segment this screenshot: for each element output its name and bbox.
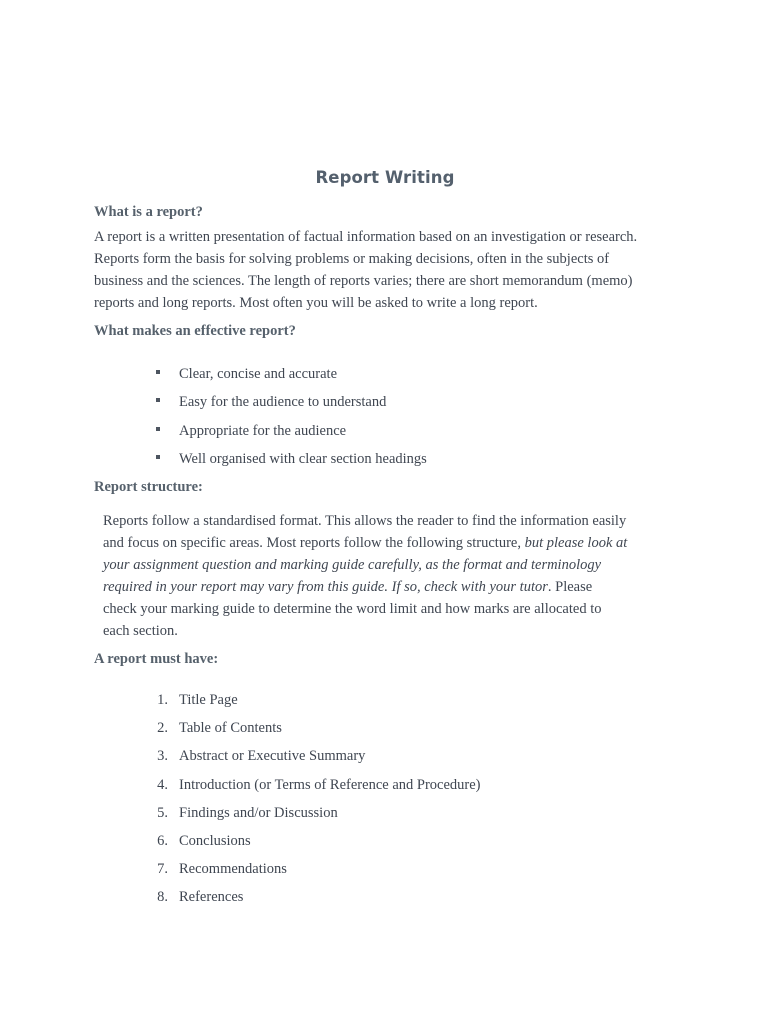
list-item-text: Abstract or Executive Summary: [179, 748, 366, 765]
list-item-text: References: [179, 889, 244, 906]
list-item-text: Conclusions: [179, 832, 251, 849]
list-item-text: Clear, concise and accurate: [179, 366, 338, 382]
paragraph-line: each section.: [103, 623, 178, 639]
paragraph-line: [103, 532, 627, 554]
list-item-number: 8.: [157, 889, 168, 906]
page-title: Report Writing: [315, 168, 455, 187]
list-item-text: Well organised with clear section headings: [179, 450, 427, 467]
list-item-text: Findings and/or Discussion: [179, 804, 338, 821]
paragraph-italic-text: but please look at: [524, 535, 628, 551]
list-item-text: Recommendations: [179, 861, 287, 878]
paragraph-line: Reports form the basis for solving problems or making decisions, often in the subjects of: [94, 251, 610, 267]
paragraph-italic-text: your assignment question and marking guide carefully, as the format and terminology: [103, 557, 602, 573]
paragraph-line: [103, 554, 627, 576]
square-bullet-icon: [156, 427, 160, 431]
list-item-text: Introduction (or Terms of Reference and Procedure): [179, 776, 481, 793]
paragraph-line: check your marking guide to determine the word limit and how marks are allocated to: [103, 601, 602, 617]
list-item-text: Appropriate for the audience: [179, 422, 347, 439]
paragraph-line: Reports follow a standardised format. This allows the reader to find the information easily: [103, 513, 627, 529]
section-heading-report-must-have: A report must have:: [94, 651, 219, 667]
paragraph-italic-text: required in your report may vary from this guide. If so, check with your tutor: [103, 579, 548, 595]
list-item-number: 4.: [157, 776, 168, 793]
paragraph-text: . Please: [547, 579, 593, 595]
list-item-number: 3.: [157, 748, 168, 765]
section-heading-report-structure: Report structure:: [94, 479, 203, 495]
paragraph-line: [103, 576, 627, 598]
list-item-number: 5.: [157, 804, 168, 821]
section-heading-what-is-a-report: What is a report?: [94, 204, 203, 220]
report-structure-paragraph: [103, 510, 627, 642]
list-item-text: Easy for the audience to understand: [179, 394, 387, 411]
square-bullet-icon: [156, 455, 160, 459]
list-item-text: Title Page: [179, 692, 238, 708]
paragraph-text: and focus on specific areas. Most reports follow the following structure,: [103, 535, 525, 551]
paragraph-line: business and the sciences. The length of reports varies; there are short memorandum (memo): [94, 273, 633, 289]
square-bullet-icon: [156, 370, 160, 374]
section-heading-effective-report: What makes an effective report?: [94, 323, 296, 339]
what-is-a-report-paragraph: [94, 226, 637, 314]
list-item-text: Table of Contents: [179, 720, 282, 737]
paragraph-line: A report is a written presentation of factual information based on an investigation or research.: [94, 229, 638, 245]
list-item-number: 1.: [157, 692, 168, 708]
paragraph-line: reports and long reports. Most often you will be asked to write a long report.: [94, 295, 538, 311]
list-item-number: 6.: [157, 832, 168, 849]
list-item-number: 7.: [157, 861, 168, 878]
square-bullet-icon: [156, 398, 160, 402]
list-item-number: 2.: [157, 720, 168, 737]
